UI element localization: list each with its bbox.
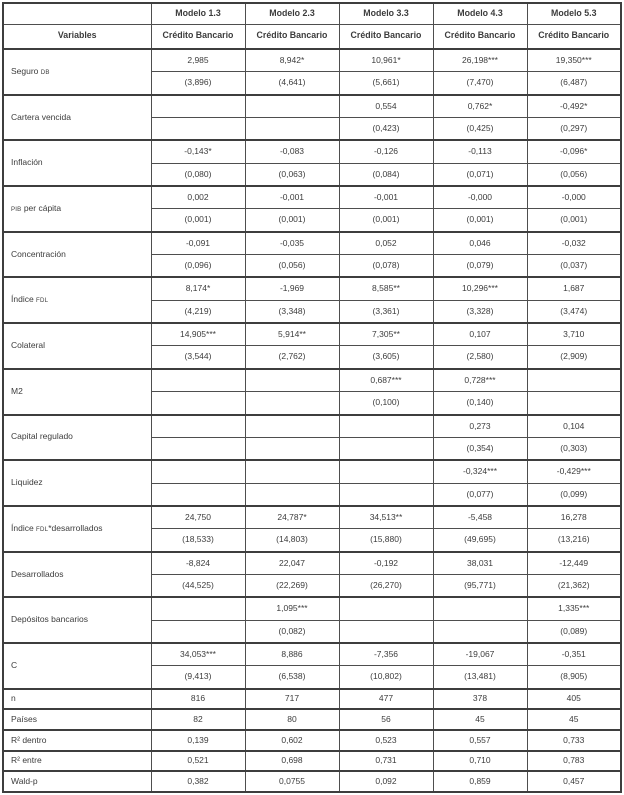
se-cell: (0,354) [433, 437, 527, 460]
stat-value-cell: 378 [433, 689, 527, 710]
stat-label: n [3, 689, 151, 710]
stat-value-cell: 0,731 [339, 751, 433, 772]
model-header-cell: Modelo 5.3 [527, 3, 621, 24]
se-cell: (13,216) [527, 529, 621, 552]
coef-cell: 26,198*** [433, 49, 527, 72]
coef-cell: 0,104 [527, 415, 621, 438]
dep-var-header-cell: Crédito Bancario [527, 24, 621, 49]
coef-row [3, 415, 621, 438]
se-cell: (0,084) [339, 163, 433, 186]
se-cell [339, 483, 433, 506]
coef-cell: -0,035 [245, 232, 339, 255]
variable-label-text: Índice [11, 294, 37, 305]
se-cell: (0,080) [151, 163, 245, 186]
se-cell: (3,361) [339, 300, 433, 323]
variable-label-text: Colateral [11, 340, 46, 351]
se-cell: (0,297) [527, 118, 621, 141]
stat-value-cell: 477 [339, 689, 433, 710]
se-cell: (49,695) [433, 529, 527, 552]
se-cell: (0,071) [433, 163, 527, 186]
se-cell: (13,481) [433, 666, 527, 689]
stat-value-cell: 0,698 [245, 751, 339, 772]
stat-value-cell: 45 [527, 709, 621, 730]
variables-header-cell: Variables [3, 24, 151, 49]
coef-cell: -1,969 [245, 277, 339, 300]
coef-row [3, 552, 621, 575]
model-header-cell: Modelo 2.3 [245, 3, 339, 24]
se-cell: (3,474) [527, 300, 621, 323]
dep-var-header-cell: Crédito Bancario [151, 24, 245, 49]
se-cell: (0,078) [339, 255, 433, 278]
coef-cell: 0,273 [433, 415, 527, 438]
se-cell [151, 437, 245, 460]
stat-value-cell: 56 [339, 709, 433, 730]
coef-cell: -0,324*** [433, 460, 527, 483]
se-cell: (0,425) [433, 118, 527, 141]
coef-cell: -0,083 [245, 140, 339, 163]
se-cell: (0,082) [245, 620, 339, 643]
coef-row [3, 460, 621, 483]
stat-value-cell: 0,557 [433, 730, 527, 751]
coef-cell: -0,001 [245, 186, 339, 209]
coef-row [3, 597, 621, 620]
se-cell [245, 118, 339, 141]
se-cell: (0,001) [151, 209, 245, 232]
stat-value-cell: 82 [151, 709, 245, 730]
variable-label [3, 140, 151, 186]
se-cell [245, 483, 339, 506]
coef-row [3, 369, 621, 392]
coef-cell: 10,296*** [433, 277, 527, 300]
se-cell [527, 392, 621, 415]
coef-cell: -0,143* [151, 140, 245, 163]
coef-cell: 3,710 [527, 323, 621, 346]
stat-value-cell: 0,139 [151, 730, 245, 751]
coef-cell: 0,728*** [433, 369, 527, 392]
coef-cell [151, 460, 245, 483]
variable-label-smallcaps: FDL [36, 525, 49, 533]
coef-cell: 0,046 [433, 232, 527, 255]
coef-cell: 38,031 [433, 552, 527, 575]
stat-label: R² dentro [3, 730, 151, 751]
coef-cell: -0,096* [527, 140, 621, 163]
se-cell [245, 392, 339, 415]
coef-cell: 16,278 [527, 506, 621, 529]
coef-cell: 8,942* [245, 49, 339, 72]
coef-cell: -0,492* [527, 95, 621, 118]
variable-label-text: Cartera vencida [11, 111, 72, 122]
coef-cell: 24,750 [151, 506, 245, 529]
coef-cell: 7,305** [339, 323, 433, 346]
se-cell: (3,605) [339, 346, 433, 369]
se-cell: (15,880) [339, 529, 433, 552]
coef-cell [339, 460, 433, 483]
stat-value-cell: 0,092 [339, 771, 433, 792]
coef-cell: 0,687*** [339, 369, 433, 392]
coef-cell: 8,886 [245, 643, 339, 666]
se-cell: (0,096) [151, 255, 245, 278]
variable-label [3, 369, 151, 415]
se-cell: (7,470) [433, 72, 527, 95]
stat-row [3, 689, 621, 710]
se-cell: (0,056) [245, 255, 339, 278]
coef-cell: -0,000 [527, 186, 621, 209]
coef-cell: -0,429*** [527, 460, 621, 483]
stat-value-cell: 80 [245, 709, 339, 730]
coef-row [3, 95, 621, 118]
se-cell: (6,538) [245, 666, 339, 689]
stat-value-cell: 405 [527, 689, 621, 710]
stat-row [3, 771, 621, 792]
variable-label [3, 49, 151, 95]
se-cell: (26,270) [339, 574, 433, 597]
se-cell: (0,089) [527, 620, 621, 643]
coef-cell: -0,192 [339, 552, 433, 575]
se-cell: (3,896) [151, 72, 245, 95]
stat-row [3, 730, 621, 751]
coef-cell: 0,107 [433, 323, 527, 346]
se-cell: (4,641) [245, 72, 339, 95]
variable-label [3, 415, 151, 461]
coef-cell: -19,067 [433, 643, 527, 666]
variable-label [3, 643, 151, 689]
coef-cell: -7,356 [339, 643, 433, 666]
coef-cell: -0,032 [527, 232, 621, 255]
model-header-cell: Modelo 1.3 [151, 3, 245, 24]
stat-value-cell: 0,0755 [245, 771, 339, 792]
model-header-cell: Modelo 3.3 [339, 3, 433, 24]
coef-cell: 34,053*** [151, 643, 245, 666]
variable-label-text: Capital regulado [11, 431, 73, 442]
coef-cell: -8,824 [151, 552, 245, 575]
se-cell: (5,661) [339, 72, 433, 95]
se-cell: (0,063) [245, 163, 339, 186]
variable-label [3, 95, 151, 141]
coef-cell: 1,687 [527, 277, 621, 300]
variable-label [3, 323, 151, 369]
variable-label-smallcaps: FDL [36, 297, 49, 305]
variable-label-text: Índice [11, 522, 37, 533]
coef-cell: -0,091 [151, 232, 245, 255]
se-cell: (10,802) [339, 666, 433, 689]
se-cell: (44,525) [151, 574, 245, 597]
coef-cell [151, 95, 245, 118]
se-cell: (0,423) [339, 118, 433, 141]
coef-cell: 8,174* [151, 277, 245, 300]
se-cell: (9,413) [151, 666, 245, 689]
variable-label-text: per cápita [21, 203, 62, 214]
se-cell [151, 483, 245, 506]
se-cell: (6,487) [527, 72, 621, 95]
variable-label [3, 277, 151, 323]
variable-label [3, 232, 151, 278]
variable-label-text: Concentración [11, 248, 66, 259]
se-cell [245, 437, 339, 460]
coef-cell: 5,914** [245, 323, 339, 346]
corner-cell [3, 3, 151, 24]
coef-cell: 0,002 [151, 186, 245, 209]
se-cell: (2,909) [527, 346, 621, 369]
stat-value-cell: 0,859 [433, 771, 527, 792]
stat-label: R² entre [3, 751, 151, 772]
se-cell: (3,328) [433, 300, 527, 323]
se-cell: (14,803) [245, 529, 339, 552]
coef-cell: 0,554 [339, 95, 433, 118]
stat-row [3, 709, 621, 730]
stat-value-cell: 0,523 [339, 730, 433, 751]
coef-cell [245, 369, 339, 392]
stat-value-cell: 0,521 [151, 751, 245, 772]
stat-label: Países [3, 709, 151, 730]
se-cell [339, 620, 433, 643]
stat-label: Wald-p [3, 771, 151, 792]
se-cell: (18,533) [151, 529, 245, 552]
se-cell: (0,056) [527, 163, 621, 186]
coef-cell [151, 597, 245, 620]
coef-cell: -0,126 [339, 140, 433, 163]
dep-var-header-cell: Crédito Bancario [245, 24, 339, 49]
coef-cell: 10,961* [339, 49, 433, 72]
stat-value-cell: 0,602 [245, 730, 339, 751]
variable-label-smallcaps: DB [40, 68, 50, 76]
coef-cell: 1,335*** [527, 597, 621, 620]
stat-value-cell: 717 [245, 689, 339, 710]
variable-label-text: Seguro [11, 65, 41, 76]
coef-cell: -0,001 [339, 186, 433, 209]
coef-row [3, 277, 621, 300]
coef-cell [527, 369, 621, 392]
se-cell [151, 392, 245, 415]
se-cell: (0,037) [527, 255, 621, 278]
variable-label-text: *desarrollados [48, 522, 103, 533]
se-cell: (0,303) [527, 437, 621, 460]
coef-cell: 24,787* [245, 506, 339, 529]
variable-label [3, 460, 151, 506]
stat-value-cell: 0,457 [527, 771, 621, 792]
dep-var-header-cell: Crédito Bancario [339, 24, 433, 49]
se-cell [433, 620, 527, 643]
se-cell: (8,905) [527, 666, 621, 689]
se-cell: (2,580) [433, 346, 527, 369]
coef-cell [245, 415, 339, 438]
se-cell: (21,362) [527, 574, 621, 597]
coef-cell: 1,095*** [245, 597, 339, 620]
variable-label-text: Desarrollados [11, 568, 64, 579]
coef-row [3, 506, 621, 529]
variable-label-text: Inflación [11, 157, 43, 168]
coef-cell [339, 597, 433, 620]
se-cell: (3,348) [245, 300, 339, 323]
variable-label [3, 186, 151, 232]
coef-row [3, 323, 621, 346]
stat-value-cell: 816 [151, 689, 245, 710]
se-cell: (0,077) [433, 483, 527, 506]
variable-label [3, 552, 151, 598]
se-cell [339, 437, 433, 460]
se-cell: (4,219) [151, 300, 245, 323]
se-cell: (22,269) [245, 574, 339, 597]
se-cell [151, 118, 245, 141]
se-cell: (0,099) [527, 483, 621, 506]
coef-row [3, 140, 621, 163]
coef-cell: 0,052 [339, 232, 433, 255]
se-cell: (3,544) [151, 346, 245, 369]
se-cell: (95,771) [433, 574, 527, 597]
model-header-cell: Modelo 4.3 [433, 3, 527, 24]
stat-value-cell: 45 [433, 709, 527, 730]
stat-value-cell: 0,710 [433, 751, 527, 772]
se-cell: (0,079) [433, 255, 527, 278]
coef-cell: 0,762* [433, 95, 527, 118]
variable-label-text: Liquidez [11, 477, 43, 488]
coef-cell [245, 95, 339, 118]
coef-cell [433, 597, 527, 620]
se-cell: (2,762) [245, 346, 339, 369]
stat-row [3, 751, 621, 772]
stat-value-cell: 0,382 [151, 771, 245, 792]
coef-cell: -5,458 [433, 506, 527, 529]
dep-var-header-cell: Crédito Bancario [433, 24, 527, 49]
stat-value-cell: 0,733 [527, 730, 621, 751]
dep-var-header-row [3, 24, 621, 49]
coef-row [3, 643, 621, 666]
coef-cell: -0,000 [433, 186, 527, 209]
coef-cell [151, 369, 245, 392]
variable-label [3, 597, 151, 643]
coef-cell: -12,449 [527, 552, 621, 575]
se-cell: (0,001) [339, 209, 433, 232]
variable-label [3, 506, 151, 552]
coef-cell: 19,350*** [527, 49, 621, 72]
coef-cell [151, 415, 245, 438]
se-cell: (0,001) [433, 209, 527, 232]
coef-cell: 14,905*** [151, 323, 245, 346]
coef-cell: -0,351 [527, 643, 621, 666]
coef-cell: 22,047 [245, 552, 339, 575]
coef-cell: 34,513** [339, 506, 433, 529]
coef-row [3, 186, 621, 209]
variable-label-text: M2 [11, 385, 23, 396]
coef-cell: -0,113 [433, 140, 527, 163]
variable-label-smallcaps: PIB [11, 206, 22, 214]
coef-cell [339, 415, 433, 438]
coef-row [3, 49, 621, 72]
se-cell: (0,140) [433, 392, 527, 415]
variable-label-text: C [11, 659, 18, 670]
se-cell [151, 620, 245, 643]
se-cell: (0,001) [527, 209, 621, 232]
se-cell: (0,100) [339, 392, 433, 415]
coef-cell: 8,585** [339, 277, 433, 300]
model-header-row [3, 3, 621, 24]
coef-cell: 2,985 [151, 49, 245, 72]
se-cell: (0,001) [245, 209, 339, 232]
stat-value-cell: 0,783 [527, 751, 621, 772]
regression-table [2, 2, 622, 793]
coef-row [3, 232, 621, 255]
coef-cell [245, 460, 339, 483]
variable-label-text: Depósitos bancarios [11, 614, 89, 625]
